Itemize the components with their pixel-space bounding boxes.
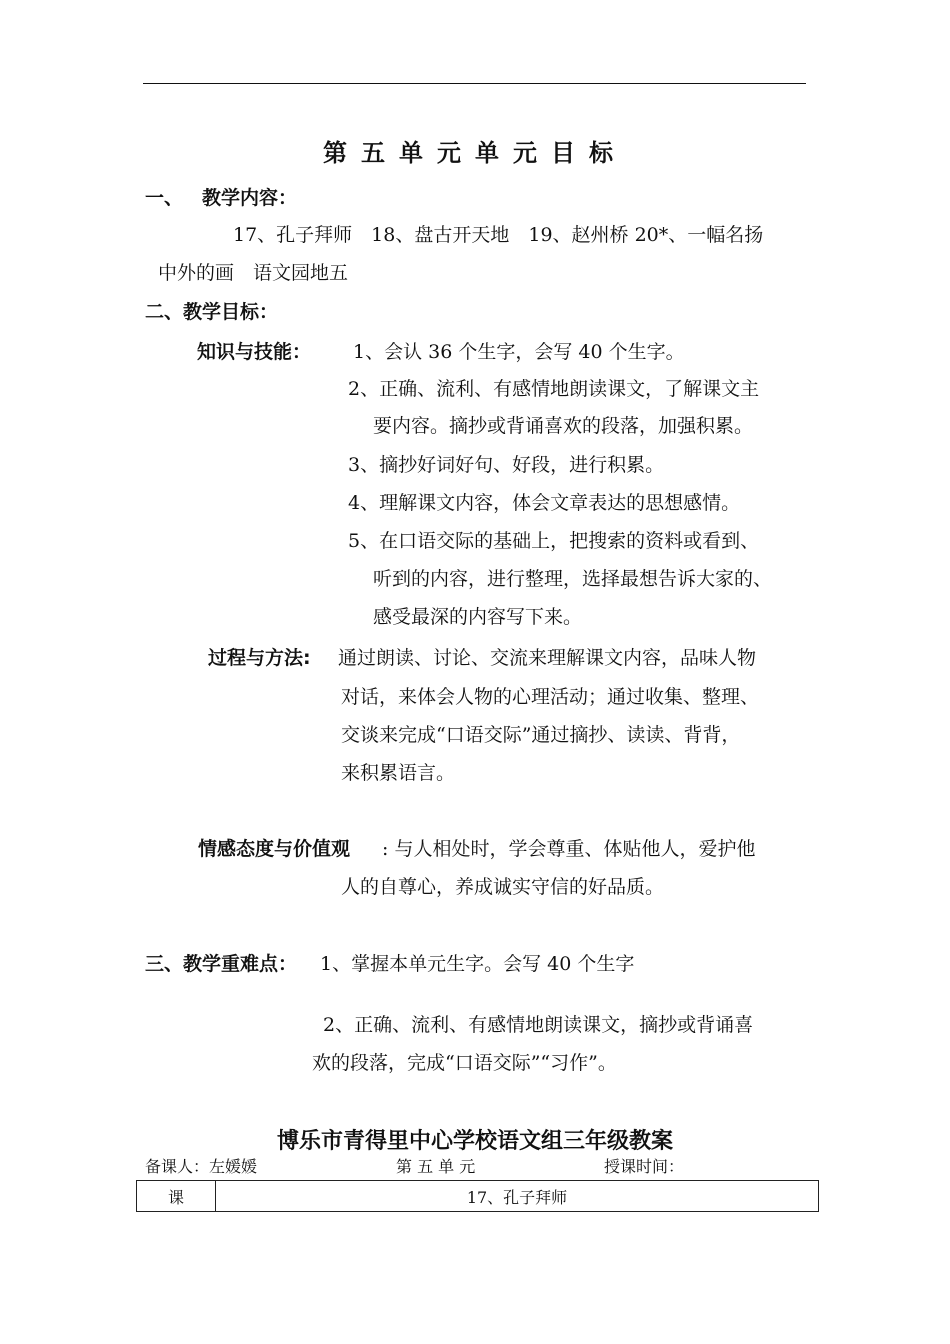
difficulty-item-2b: 欢的段落，完成“口语交际”“习作”。	[312, 1052, 617, 1074]
section2-heading: 二、教学目标：	[145, 301, 279, 323]
emotion-label: 情感态度与价值观	[198, 838, 351, 860]
page-title: 第五单元单元目标	[323, 138, 627, 167]
section1-number: 一、	[145, 187, 184, 209]
section1-heading: 教学内容：	[202, 187, 298, 209]
knowledge-item-2a: 2、正确、流利、有感情地朗读课文，了解课文主	[348, 378, 760, 400]
knowledge-item-3: 3、摘抄好词好句、好段，进行积累。	[348, 454, 665, 476]
process-line-4: 来积累语言。	[341, 762, 456, 784]
knowledge-item-2b: 要内容。摘抄或背诵喜欢的段落，加强积累。	[373, 415, 754, 437]
knowledge-item-5c: 感受最深的内容写下来。	[373, 606, 583, 628]
section1-line2: 中外的画 语文园地五	[158, 262, 349, 284]
emotion-line-2: 人的自尊心，养成诚实守信的好品质。	[341, 876, 665, 898]
unit-label: 第 五 单 元	[396, 1157, 476, 1176]
difficulty-item-2a: 2、正确、流利、有感情地朗读课文，摘抄或背诵喜	[323, 1014, 754, 1036]
process-line-2: 对话，来体会人物的心理活动；通过收集、整理、	[341, 686, 760, 708]
table-row	[137, 1181, 819, 1212]
school-title: 博乐市青得里中心学校语文组三年级教案	[276, 1129, 673, 1154]
header-rule	[143, 83, 806, 84]
difficulty-item-1: 1、掌握本单元生字。会写 40 个生字	[320, 953, 635, 975]
process-line-1: 通过朗读、讨论、交流来理解课文内容，品味人物	[338, 647, 757, 669]
section3-heading: 三、教学重难点：	[145, 953, 298, 975]
process-line-3: 交谈来完成“口语交际”通过摘抄、读读、背背，	[341, 724, 741, 746]
knowledge-item-1: 1、会认 36 个生字，会写 40 个生字。	[353, 341, 685, 363]
emotion-line-1: : 与人相处时，学会尊重、体贴他人，爱护他	[382, 838, 756, 860]
knowledge-label: 知识与技能：	[197, 341, 312, 363]
process-label: 过程与方法:	[208, 647, 311, 669]
knowledge-item-5b: 听到的内容，进行整理，选择最想告诉大家的、	[373, 568, 773, 590]
knowledge-item-4: 4、理解课文内容，体会文章表达的思想感情。	[348, 492, 741, 514]
section1-line1: 17、孔子拜师 18、盘古开天地 19、赵州桥 20*、一幅名扬	[233, 224, 764, 246]
knowledge-item-5a: 5、在口语交际的基础上，把搜索的资料或看到、	[348, 530, 760, 552]
lesson-table	[136, 1180, 819, 1212]
lesson-title-cell: 17、孔子拜师	[216, 1181, 819, 1212]
lesson-label-cell: 课	[137, 1181, 216, 1212]
class-time-label: 授课时间：	[604, 1157, 685, 1176]
preparer-label: 备课人：左媛媛	[145, 1157, 258, 1176]
